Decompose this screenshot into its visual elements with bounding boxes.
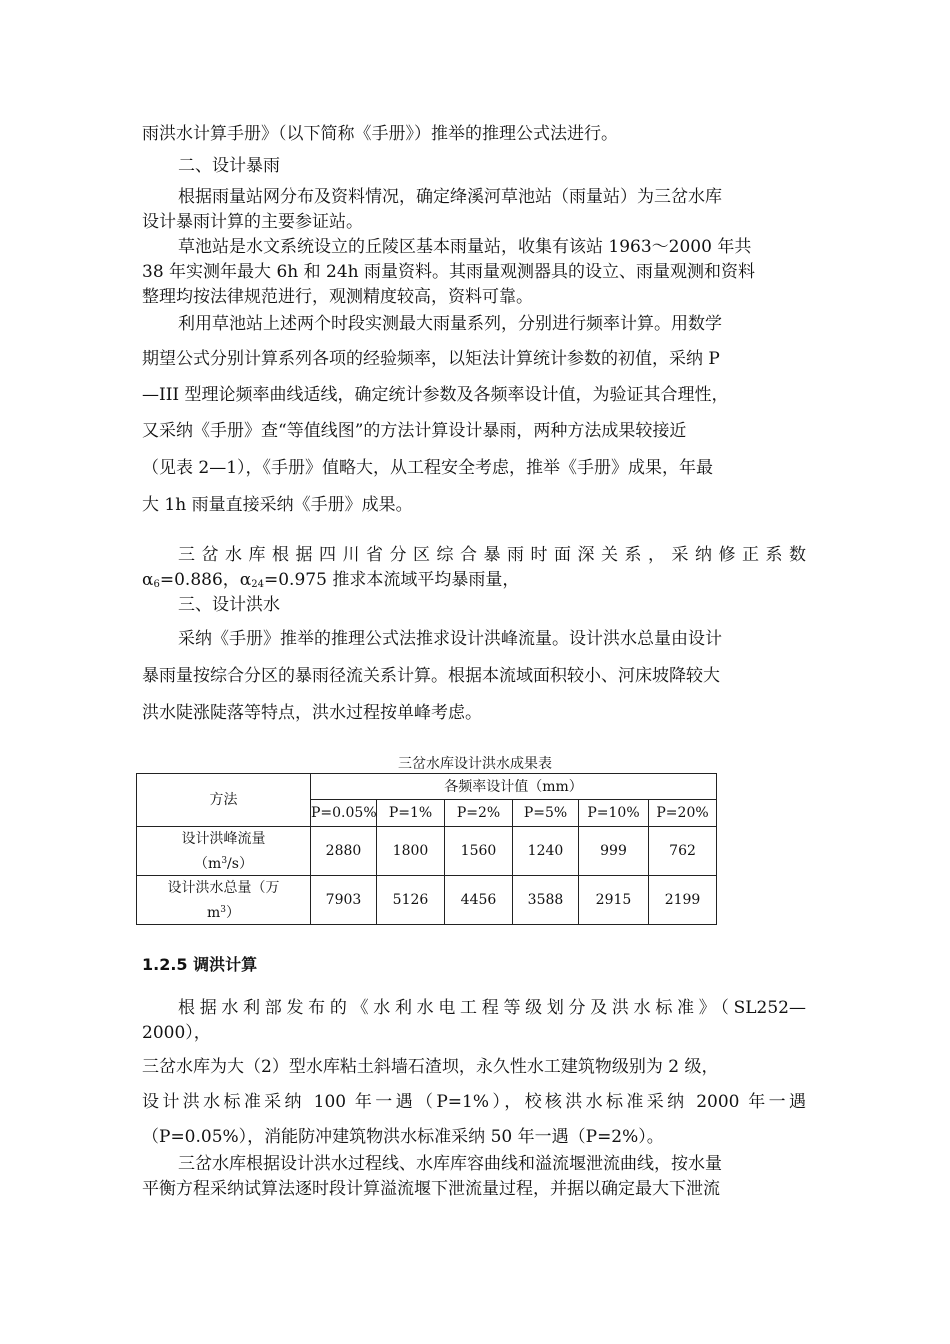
heading-design-flood: 三、设计洪水 [178, 595, 280, 615]
table-cell: 2880 [311, 827, 377, 876]
superscript: 3 [221, 855, 228, 866]
table-cell: 7903 [311, 876, 377, 925]
table-cell: 1800 [377, 827, 445, 876]
paragraph-line-alpha [142, 569, 519, 596]
paragraph-line: 根据水利部发布的《水利水电工程等级划分及洪水标准》（SL252— [178, 998, 806, 1018]
table-cell: 3588 [513, 876, 579, 925]
paragraph-line: 利用草池站上述两个时段实测最大雨量系列，分别进行频率计算。用数学 [178, 314, 722, 334]
paragraph-line: 2000）， [142, 1023, 211, 1043]
table-cell: 2915 [579, 876, 649, 925]
paragraph-line: 暴雨量按综合分区的暴雨径流关系计算。根据本流域面积较小、河床坡降较大 [142, 666, 720, 686]
paragraph-line: （见表 2—1），《手册》值略大，从工程安全考虑，推举《手册》成果，年最 [142, 458, 714, 478]
heading-design-rainstorm: 二、设计暴雨 [178, 156, 280, 176]
paragraph-line: 根据雨量站网分布及资料情况，确定绛溪河草池站（雨量站）为三岔水库 [178, 187, 722, 207]
table-caption: 三岔水库设计洪水成果表 [398, 756, 552, 772]
paragraph-line: —III 型理论频率曲线适线，确定统计参数及各频率设计值，为验证其合理性， [142, 385, 729, 405]
paragraph-line: 雨洪水计算手册》（以下简称《手册》）推举的推理公式法进行。 [142, 124, 618, 144]
paragraph-line: 设计暴雨计算的主要参证站。 [142, 212, 363, 232]
label-text: ） [226, 904, 240, 921]
label-text: （m [194, 855, 222, 872]
paragraph-line: 洪水陡涨陡落等特点，洪水过程按单峰考虑。 [142, 703, 482, 723]
subscript: 24 [251, 579, 264, 590]
alpha-symbol: α [142, 570, 154, 590]
text: =0.886，α [159, 570, 252, 590]
frequency-header: P=20% [649, 800, 717, 827]
text: =0.975 推求本流域平均暴雨量， [264, 570, 520, 590]
table-row [137, 827, 717, 876]
frequency-header: P=5% [513, 800, 579, 827]
paragraph-line: 大 1h 雨量直接采纳《手册》成果。 [142, 495, 413, 515]
paragraph-line: 38 年实测年最大 6h 和 24h 雨量资料。其雨量观测器具的设立、雨量观测和资料 [142, 262, 755, 282]
table-cell: 762 [649, 827, 717, 876]
paragraph-line: 三岔水库根据四川省分区综合暴雨时面深关系，采纳修正系数 [178, 545, 806, 565]
paragraph-line: 三岔水库为大（2）型水库粘土斜墙石渣坝，永久性水工建筑物级别为 2 级， [142, 1057, 719, 1077]
table-row [137, 774, 717, 800]
table-cell: 5126 [377, 876, 445, 925]
superscript: 3 [220, 904, 226, 915]
paragraph-line: 平衡方程采纳试算法逐时段计算溢流堰下泄流量过程，并据以确定最大下泄流 [142, 1179, 720, 1199]
method-header-cell: 方法 [137, 774, 311, 827]
row-label-peak-flow [137, 827, 311, 876]
frequency-header: P=1% [377, 800, 445, 827]
section-heading: 1.2.5 调洪计算 [142, 955, 258, 974]
label-text: 设计洪峰流量 [181, 830, 266, 847]
paragraph-line: 草池站是水文系统设立的丘陵区基本雨量站，收集有该站 1963～2000 年共 [178, 237, 752, 257]
subscript: 6 [153, 579, 160, 590]
table-cell: 4456 [445, 876, 513, 925]
row-label-flood-volume [137, 876, 311, 925]
table-cell: 999 [579, 827, 649, 876]
paragraph-line: 又采纳《手册》查“等值线图”的方法计算设计暴雨，两种方法成果较接近 [142, 421, 687, 441]
paragraph-line: （P=0.05%），消能防冲建筑物洪水标准采纳 50 年一遇（P=2%）。 [142, 1127, 664, 1147]
paragraph-line: 期望公式分别计算系列各项的经验频率，以矩法计算统计参数的初值，采纳 P [142, 349, 720, 369]
frequency-header: P=10% [579, 800, 649, 827]
frequency-group-header: 各频率设计值（mm） [311, 774, 717, 800]
paragraph-line: 采纳《手册》推举的推理公式法推求设计洪峰流量。设计洪水总量由设计 [178, 629, 722, 649]
label-text: /s） [227, 855, 253, 872]
paragraph-line: 设计洪水标准采纳 100 年一遇（P=1%），校核洪水标准采纳 2000 年一遇 [142, 1092, 806, 1112]
table-row [137, 876, 717, 925]
paragraph-line: 整理均按法律规范进行，观测精度较高，资料可靠。 [142, 287, 533, 307]
table-cell: 2199 [649, 876, 717, 925]
frequency-header: P=0.05% [311, 800, 377, 827]
label-text: m [206, 904, 221, 921]
frequency-header: P=2% [445, 800, 513, 827]
table-cell: 1560 [445, 827, 513, 876]
label-text: 设计洪水总量（万 [167, 879, 280, 896]
table-cell: 1240 [513, 827, 579, 876]
paragraph-line: 三岔水库根据设计洪水过程线、水库库容曲线和溢流堰泄流曲线，按水量 [178, 1154, 722, 1174]
flood-results-table [136, 773, 717, 925]
